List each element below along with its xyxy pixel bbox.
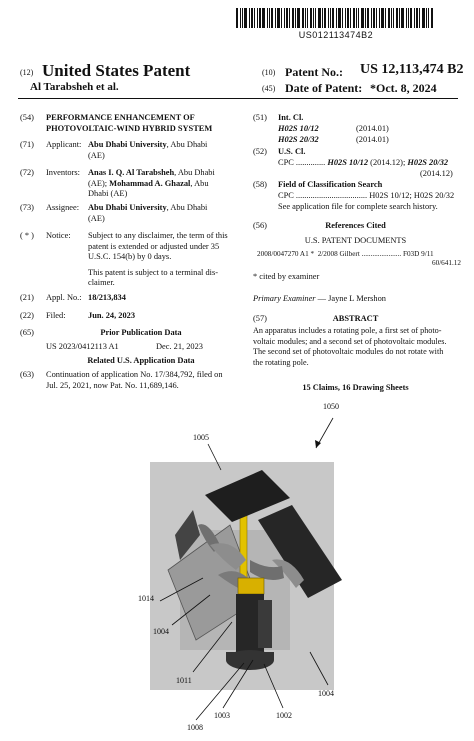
code-54: (54) [20, 113, 34, 122]
assignee-label: Assignee: [46, 203, 80, 212]
notice-text: Subject to any disclaimer, the term of this patent is extended or adjusted under 35 U.S.C. 154(b) by 0 days. This patent is subject to a terminal dis- claimer. [88, 231, 228, 287]
applicant-label: Applicant: [46, 140, 82, 149]
references-heading: References Cited [325, 221, 386, 230]
patent-type-title: United States Patent [42, 61, 191, 80]
applicant-value: Abu Dhabi University, Abu Dhabi (AE) [88, 140, 208, 160]
abstract-text: An apparatus includes a rotating pole, a first set of photo- voltaic modules; and a second set of photovoltaic modules. The second set of photovoltaic modules do not rotate with the rotating pole. [253, 326, 447, 367]
prior-pub-heading: Prior Publication Data [100, 328, 182, 337]
prior-pub-number: US 2023/0412113 A1 [46, 342, 119, 351]
code-45: (45) [262, 84, 276, 93]
label-1005: 1005 [193, 433, 209, 442]
reference-row: 2008/0047270 A1 * 2/2008 Gilbert ...................... F03D 9/11 [257, 250, 434, 258]
inventor-line: Al Tarabsheh et al. [30, 81, 119, 93]
label-1004-right: 1004 [318, 689, 334, 698]
notice-label: Notice: [46, 231, 71, 240]
us-cl-cpc: CPC .............. H02S 10/12 (2014.12); H02S 20/32 [278, 158, 449, 167]
inventors-label: Inventors: [46, 168, 80, 177]
invention-title: PERFORMANCE ENHANCEMENT OF PHOTOVOLTAIC-WIND HYBRID SYSTEM [46, 113, 213, 133]
code-52: (52) [253, 147, 267, 156]
patent-no: US 12,113,474 B2 [360, 62, 464, 77]
reference-class-2: 60/641.12 [432, 259, 461, 267]
field-search-note: See application file for complete search history. [278, 202, 438, 211]
base-column-side [258, 600, 272, 648]
code-21: (21) [20, 293, 34, 302]
field-search-cpc: CPC .................................. H02S 10/12; H02S 20/32 [278, 191, 455, 200]
patent-date: *Oct. 8, 2024 [370, 81, 437, 95]
filed-value: Jun. 24, 2023 [88, 311, 136, 320]
inventors-value: Anas I. Q. Al Tarabsheh, Abu Dhabi (AE); Mohammad A. Ghazal, Abu Dhabi (AE) [88, 168, 215, 198]
code-12: (12) [20, 68, 34, 77]
code-10: (10) [262, 68, 276, 77]
code-56: (56) [253, 221, 267, 230]
claims-summary: 15 Claims, 16 Drawing Sheets [302, 383, 409, 392]
appl-no-label: Appl. No.: [46, 293, 82, 302]
code-71: (71) [20, 140, 34, 149]
abstract-heading: ABSTRACT [332, 314, 379, 323]
int-cl-1-date: (2014.01) [356, 124, 389, 133]
code-63: (63) [20, 370, 34, 379]
assignee-value: Abu Dhabi University, Abu Dhabi (AE) [88, 203, 208, 223]
prior-pub-date: Dec. 21, 2023 [156, 342, 203, 351]
int-cl-2-date: (2014.01) [356, 135, 389, 144]
continuation-text: Continuation of application No. 17/384,792, filed on Jul. 25, 2021, now Pat. No. 11,689,146. [46, 370, 223, 390]
code-72: (72) [20, 168, 34, 177]
code-65: (65) [20, 328, 34, 337]
filed-label: Filed: [46, 311, 66, 320]
related-heading: Related U.S. Application Data [87, 356, 195, 365]
code-73: (73) [20, 203, 34, 212]
field-search-label: Field of Classification Search [278, 180, 383, 189]
label-1011: 1011 [176, 676, 192, 685]
primary-examiner: Primary Examiner — Jayne L Mershon [253, 294, 386, 303]
generator-housing [238, 578, 264, 594]
barcode-number: US012113474B2 [298, 30, 374, 40]
us-cl-label: U.S. Cl. [278, 147, 306, 156]
code-57: (57) [253, 314, 267, 323]
int-cl-1: H02S 10/12 [278, 124, 319, 133]
label-1002: 1002 [276, 711, 292, 720]
code-notice: ( * ) [20, 231, 34, 240]
patent-no-label: Patent No.: [285, 65, 343, 79]
us-patent-docs-heading: U.S. PATENT DOCUMENTS [304, 236, 407, 245]
code-51: (51) [253, 113, 267, 122]
int-cl-2: H02S 20/32 [278, 135, 319, 144]
date-label: Date of Patent: [285, 81, 363, 95]
int-cl-label: Int. Cl. [278, 113, 304, 122]
us-cl-cpc-date: (2014.12) [420, 169, 453, 178]
cited-by-examiner: * cited by examiner [253, 272, 320, 281]
code-22: (22) [20, 311, 34, 320]
label-1004-left: 1004 [153, 627, 169, 636]
code-58: (58) [253, 180, 267, 189]
label-1050: 1050 [323, 402, 339, 411]
appl-no-value: 18/213,834 [88, 293, 126, 302]
label-1014: 1014 [138, 594, 154, 603]
label-1003: 1003 [214, 711, 230, 720]
label-1008: 1008 [187, 723, 203, 732]
base-foot-top [226, 652, 274, 660]
